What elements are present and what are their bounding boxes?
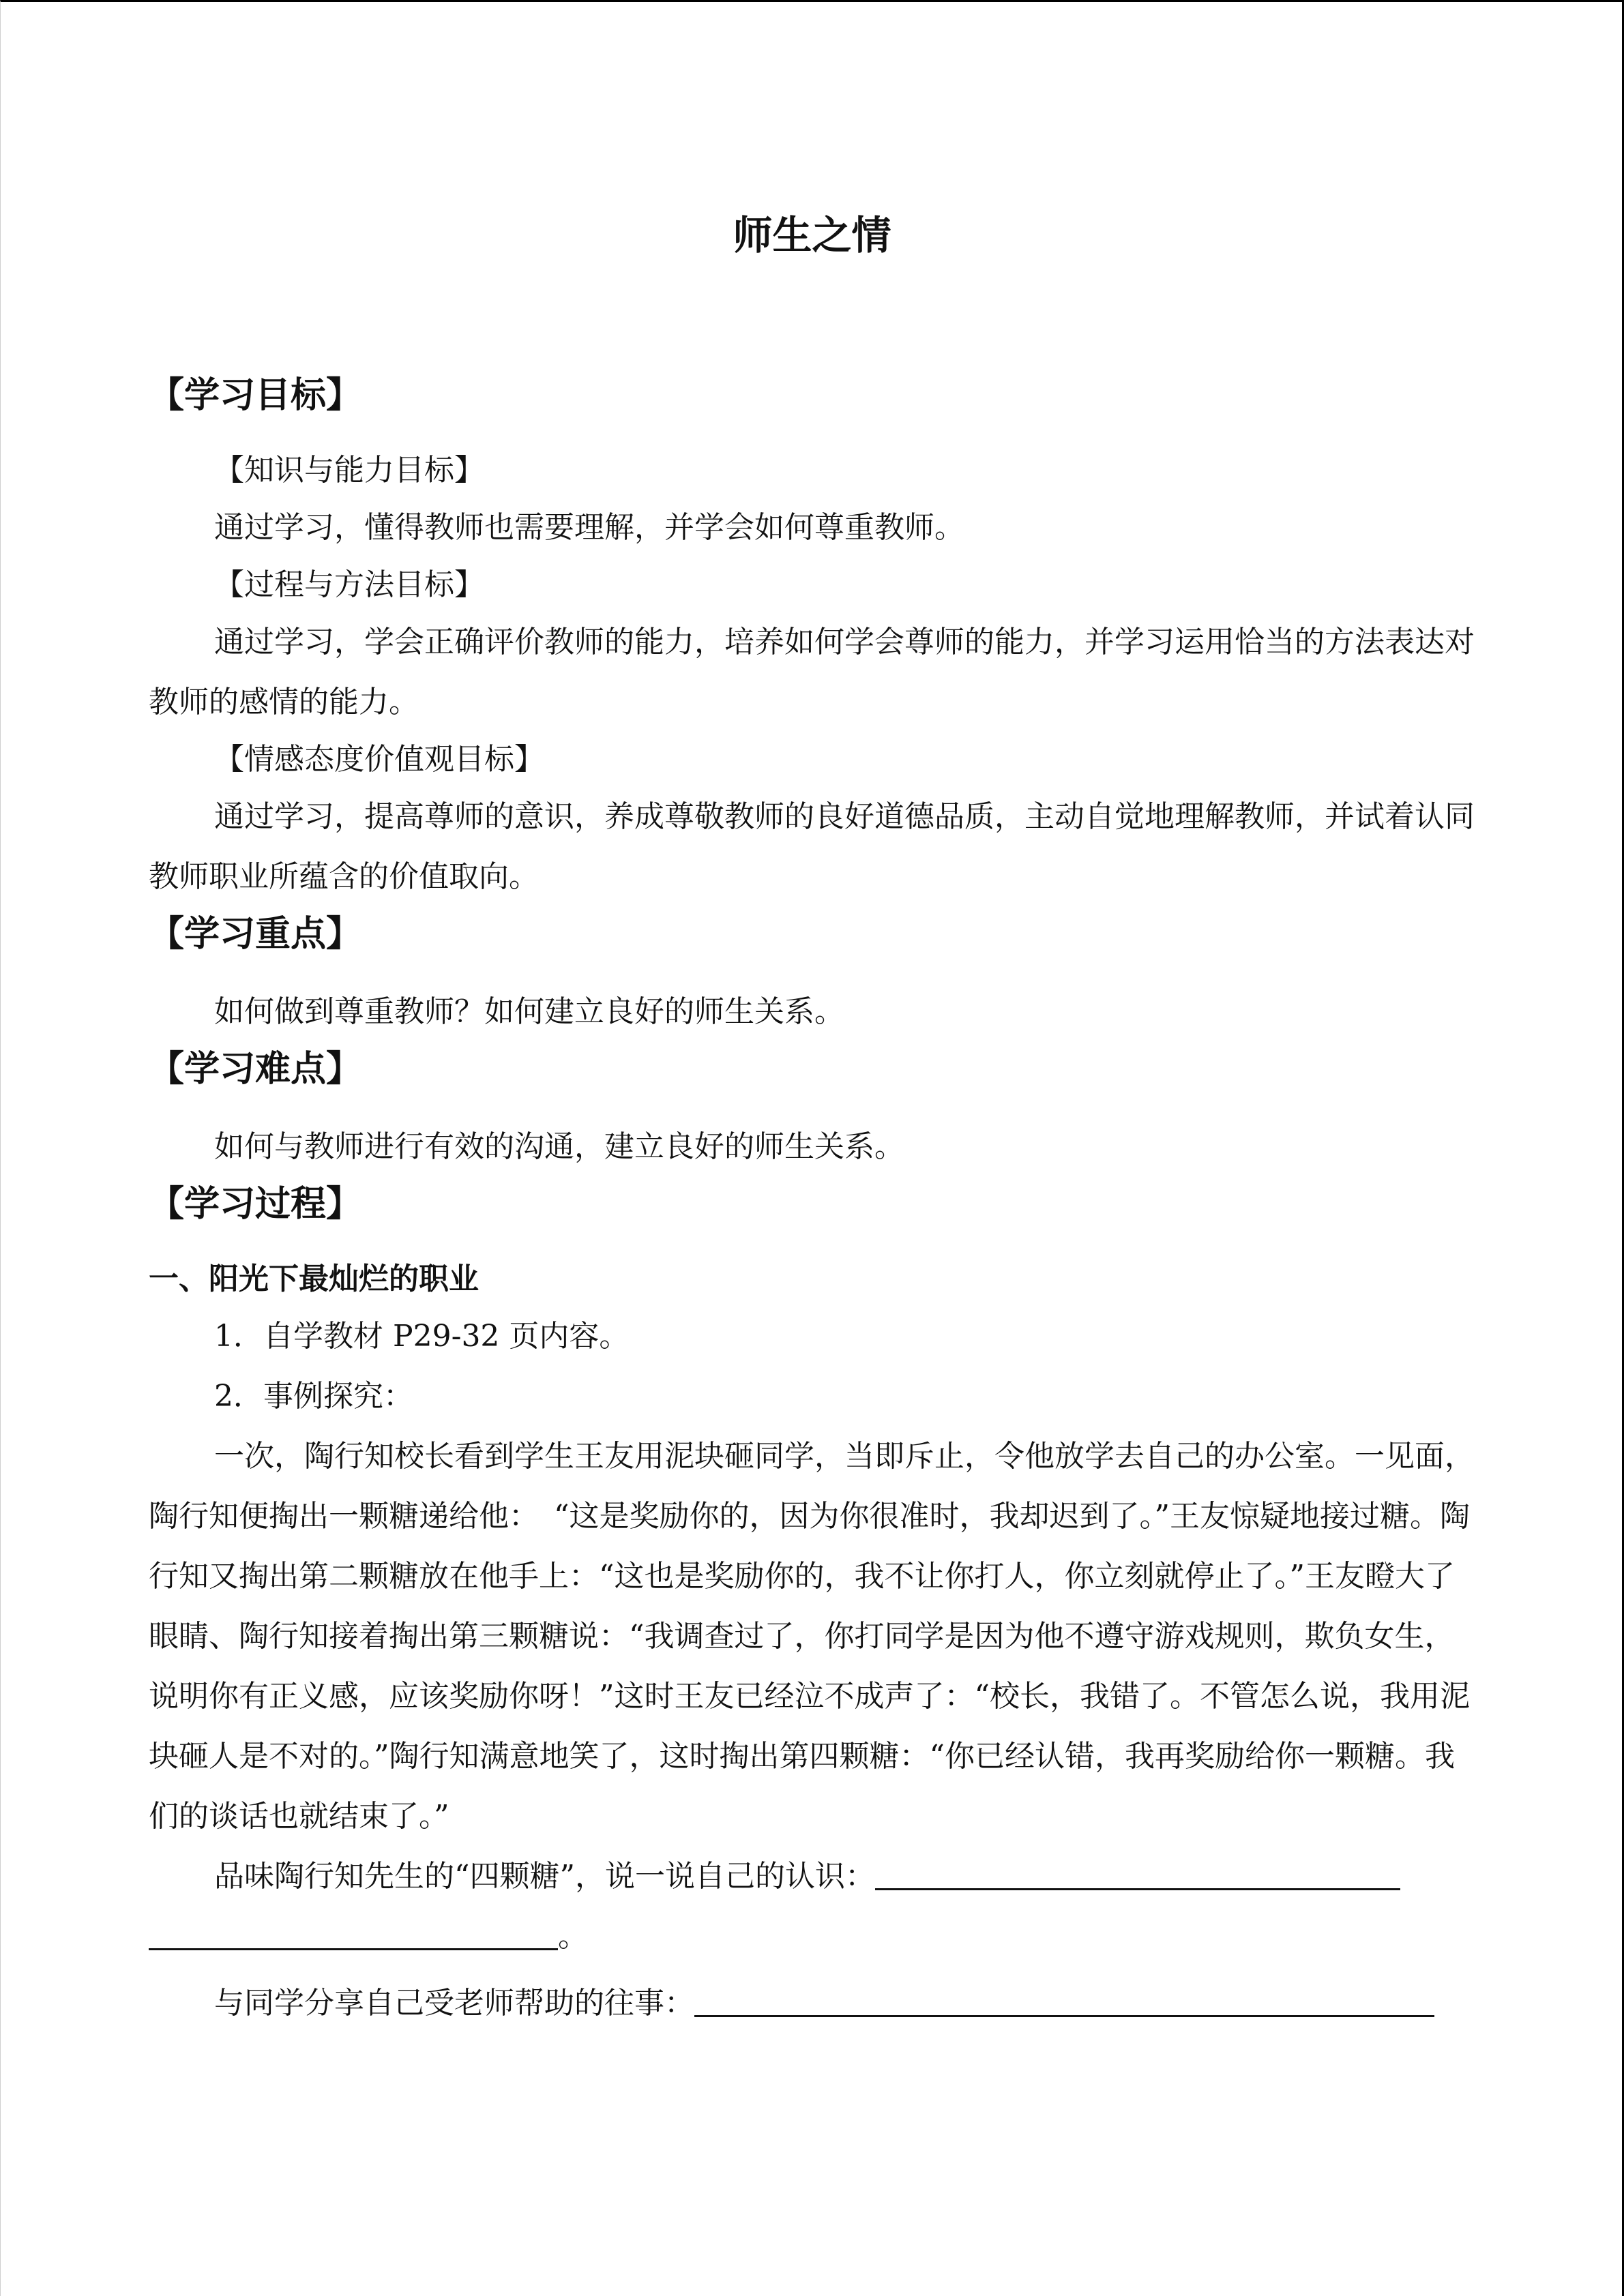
question-1-text: 品味陶行知先生的“四颗糖”，说一说自己的认识：: [214, 1859, 875, 1894]
emotion-text: 通过学习，提高尊师的意识，养成尊敬教师的良好道德品质，主动自觉地理解教师，并试着认同教师职业所蕴含的价值取向。: [149, 799, 1475, 894]
story-text: 一次，陶行知校长看到学生王友用泥块砸同学，当即斥止，令他放学去自己的办公室。一见面，陶行知便掏出一颗糖递给他： “这是奖励你的，因为你很准时，我却迟到了。”王友惊疑地接过糖。陶行知又掏出第二颗糖放在他手上：“这也是奖励你的，我不让你打人，你立刻就停止了。”王友瞪大了眼睛、陶行知接着掏出第三颗糖说：“我调查过了，你打同学是因为他不遵守游戏规则，欺负女生，说明你有正义感，应该奖励你呀！”这时王友已经泣不成声了：“校长，我错了。不管怎么说，我用泥块砸人是不对的。”陶行知满意地笑了，这时掏出第四颗糖：“你已经认错，我再奖励给你一颗糖。我们的谈话也就结束了。”: [149, 1439, 1475, 1834]
knowledge-text: 通过学习，懂得教师也需要理解，并学会如何尊重教师。: [214, 510, 964, 545]
question-2-text: 与同学分享自己受老师帮助的往事：: [214, 1986, 694, 2021]
difficulty-text: 如何与教师进行有效的沟通，建立良好的师生关系。: [214, 1129, 904, 1164]
question-1: [149, 1847, 1475, 1907]
document-title: 师生之情: [733, 212, 891, 258]
answer-line-1[interactable]: [875, 1857, 1400, 1890]
document-body: [149, 205, 1475, 2033]
knowledge-heading: 【知识与能力目标】: [214, 453, 484, 488]
difficulty-heading: 【学习难点】: [149, 1048, 362, 1090]
process-text: 通过学习，学会正确评价教师的能力，培养如何学会尊师的能力，并学习运用恰当的方法表达对教师的感情的能力。: [149, 625, 1475, 719]
objectives-heading: 【学习目标】: [149, 374, 362, 416]
emotion-heading: 【情感态度价值观目标】: [214, 742, 544, 777]
question-1-continuation: [149, 1907, 1475, 1967]
answer-line-1b[interactable]: [149, 1917, 558, 1950]
item-2: 2．事例探究：: [214, 1379, 413, 1414]
process-heading: 【过程与方法目标】: [214, 567, 484, 602]
question-1-end: 。: [558, 1919, 588, 1954]
question-2: [149, 1973, 1475, 2033]
key-text: 如何做到尊重教师？如何建立良好的师生关系。: [214, 994, 844, 1029]
learning-process-heading: 【学习过程】: [149, 1183, 362, 1225]
answer-line-2[interactable]: [694, 1984, 1434, 2017]
item-1: 1．自学教材 P29-32 页内容。: [214, 1319, 630, 1354]
part1-heading: 一、阳光下最灿烂的职业: [149, 1262, 479, 1296]
key-heading: 【学习重点】: [149, 913, 362, 955]
